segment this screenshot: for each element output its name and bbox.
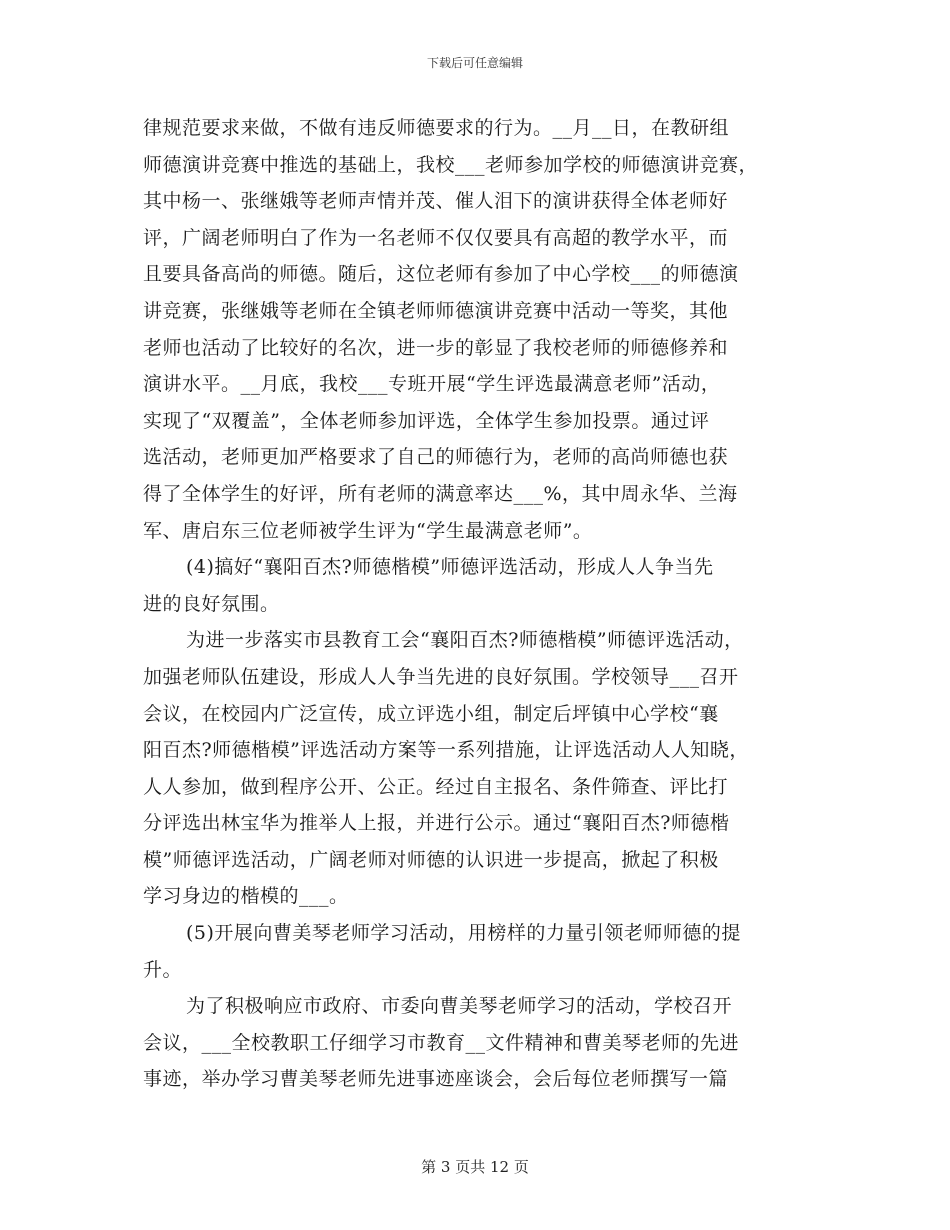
text-line: 师德演讲竞赛中推选的基础上，我校___老师参加学校的师德演讲竞赛， <box>143 153 759 176</box>
text-line: 实现了“双覆盖”，全体老师参加评选，全体学生参加投票。通过评 <box>143 409 710 432</box>
text-line: 演讲水平。__月底，我校___专班开展“学生评选最满意老师”活动， <box>143 373 721 396</box>
text-line: 模”师德评选活动，广阔老师对师德的认识进一步提高，掀起了积极 <box>143 848 719 871</box>
text-line: 得了全体学生的好评，所有老师的满意率达___%，其中周永华、兰海 <box>143 482 738 505</box>
document-body <box>143 110 813 1098</box>
text-line: 进的良好氛围。 <box>143 592 280 615</box>
text-line: 评，广阔老师明白了作为一名老师不仅仅要具有高超的教学水平，而 <box>143 226 729 249</box>
text-line: 事迹，举办学习曹美琴老师先进事迹座谈会，会后每位老师撰写一篇 <box>143 1068 729 1091</box>
text-line: 升。 <box>143 958 183 981</box>
text-line: 会议，___全校教职工仔细学习市教育__文件精神和曹美琴老师的先进 <box>143 1031 740 1054</box>
text-line: (5)开展向曹美琴老师学习活动，用榜样的力量引领老师师德的提 <box>186 922 741 945</box>
text-line: 加强老师队伍建设，形成人人争当先进的良好氛围。学校领导___召开 <box>143 665 739 688</box>
text-line: 为进一步落实市县教育工会“襄阳百杰?师德楷模”师德评选活动， <box>186 629 744 652</box>
text-line: 选活动，老师更加严格要求了自己的师德行为，老师的高尚师德也获 <box>143 446 729 469</box>
page-footer: 第 3 页共 12 页 <box>421 1158 529 1176</box>
page-header: 下载后可任意编辑 <box>426 56 523 70</box>
text-line: (4)搞好“襄阳百杰?师德楷模”师德评选活动，形成人人争当先 <box>186 556 714 579</box>
text-line: 律规范要求来做，不做有违反师德要求的行为。__月__日，在教研组 <box>143 117 730 139</box>
text-line: 其中杨一、张继娥等老师声情并茂、催人泪下的演讲获得全体老师好 <box>143 190 729 213</box>
text-line: 分评选出林宝华为推举人上报，并进行公示。通过“襄阳百杰?师德楷 <box>143 812 730 835</box>
text-line: 人人参加，做到程序公开、公正。经过自主报名、条件筛查、评比打 <box>143 775 729 798</box>
text-line: 军、唐启东三位老师被学生评为“学生最满意老师”。 <box>143 519 593 542</box>
text-line: 阳百杰?师德楷模”评选活动方案等一系列措施，让评选活动人人知晓， <box>143 739 749 762</box>
text-line: 讲竞赛，张继娥等老师在全镇老师师德演讲竞赛中活动一等奖，其他 <box>143 299 729 322</box>
text-line: 会议，在校园内广泛宣传，成立评选小组，制定后坪镇中心学校“襄 <box>143 702 719 725</box>
text-line: 老师也活动了比较好的名次，进一步的彰显了我校老师的师德修养和 <box>143 336 729 359</box>
text-line: 且要具备高尚的师德。随后，这位老师有参加了中心学校___的师德演 <box>143 263 739 286</box>
text-line: 为了积极响应市政府、市委向曹美琴老师学习的活动，学校召开 <box>186 995 733 1018</box>
text-line: 学习身边的楷模的___。 <box>143 885 349 908</box>
